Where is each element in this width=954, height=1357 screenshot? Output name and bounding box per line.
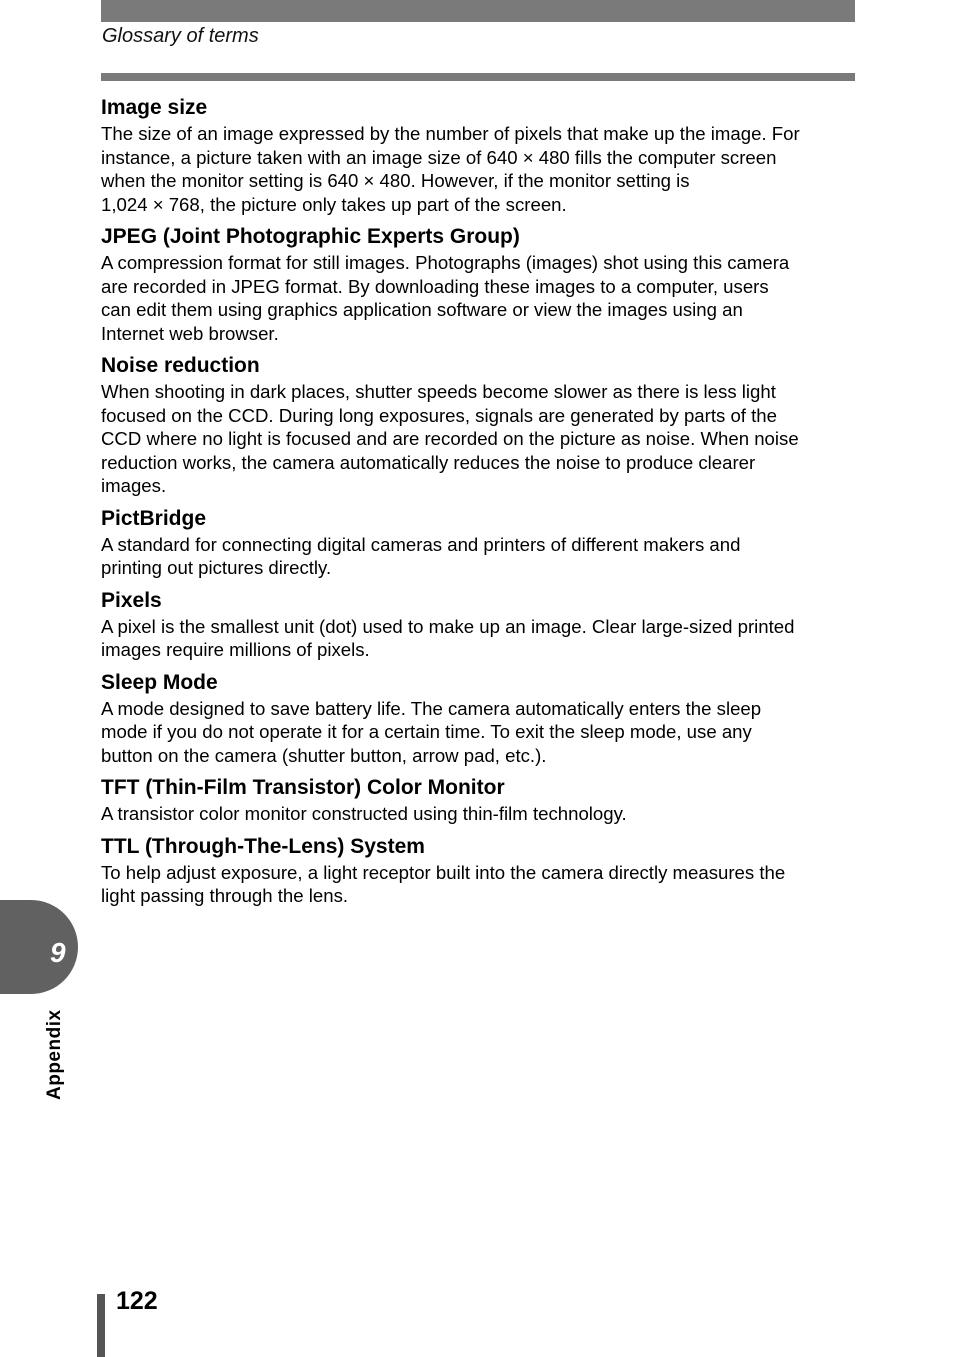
glossary-definition: A standard for connecting digital cameras and printers of different makers and printing out pictures directly. [101, 533, 741, 578]
glossary-term: Noise reduction [101, 354, 260, 377]
glossary-term: PictBridge [101, 506, 207, 530]
section-title: Glossary of terms [102, 25, 259, 47]
page-number-bar [97, 1294, 105, 1357]
glossary-entry-jpeg [101, 224, 861, 345]
chapter-number: 9 [50, 937, 66, 968]
glossary-term: JPEG (Joint Photographic Experts Group) [101, 225, 520, 248]
glossary-definition: A pixel is the smallest unit (dot) used to make up an image. Clear large-sized printed images require millions of pixels. [101, 615, 795, 660]
glossary-term: TTL (Through-The-Lens) System [101, 834, 425, 858]
chapter-tab [0, 900, 78, 994]
glossary-definition: A transistor color monitor constructed using thin-film technology. [101, 803, 627, 824]
glossary-term: Pixels [101, 588, 162, 612]
glossary-term: TFT (Thin-Film Transistor) Color Monitor [101, 776, 505, 799]
glossary-entry-image-size [101, 95, 861, 216]
glossary-definition: To help adjust exposure, a light receptor built into the camera directly measures the light passing through the lens. [101, 861, 786, 906]
glossary-definition: A mode designed to save battery life. The camera automatically enters the sleep mode if you do not operate it for a certain time. To exit the sleep mode, use any button on the camera (shutter button, arrow pad, etc.). [101, 697, 762, 766]
glossary-term: Image size [101, 96, 208, 119]
glossary-entry-noise-reduction [101, 353, 861, 498]
header-bar [101, 0, 855, 22]
glossary-definition: A compression format for still images. Photographs (images) shot using this camera are recorded in JPEG format. By downloading these images to a computer, users can edit them using graphics application software or view the images using an Internet web browser. [101, 252, 790, 344]
page-number: 122 [116, 1287, 158, 1315]
glossary-term: Sleep Mode [101, 670, 218, 694]
glossary-entry-tft-monitor [101, 775, 861, 826]
header-rule [101, 73, 855, 81]
glossary-entry-pictbridge [101, 506, 861, 580]
glossary-entry-pixels [101, 588, 861, 662]
glossary-entry-ttl-system [101, 834, 861, 908]
chapter-label: Appendix [44, 1009, 65, 1100]
glossary-definition: When shooting in dark places, shutter speeds become slower as there is less light focused on the CCD. During long exposures, signals are generated by parts of the CCD where no light is focused and are recorded on the picture as noise. When noise reduction works, the camera automatically reduces the noise to produce clearer images. [101, 381, 799, 496]
glossary-entry-sleep-mode [101, 670, 861, 768]
glossary-list [101, 95, 861, 908]
glossary-definition: The size of an image expressed by the number of pixels that make up the image. For instance, a picture taken with an image size of 640 × 480 fills the computer screen when the monitor setting is 640 × 480. However, if the monitor setting is 1,024 × 768, the picture only takes up part of the screen. [101, 123, 800, 215]
